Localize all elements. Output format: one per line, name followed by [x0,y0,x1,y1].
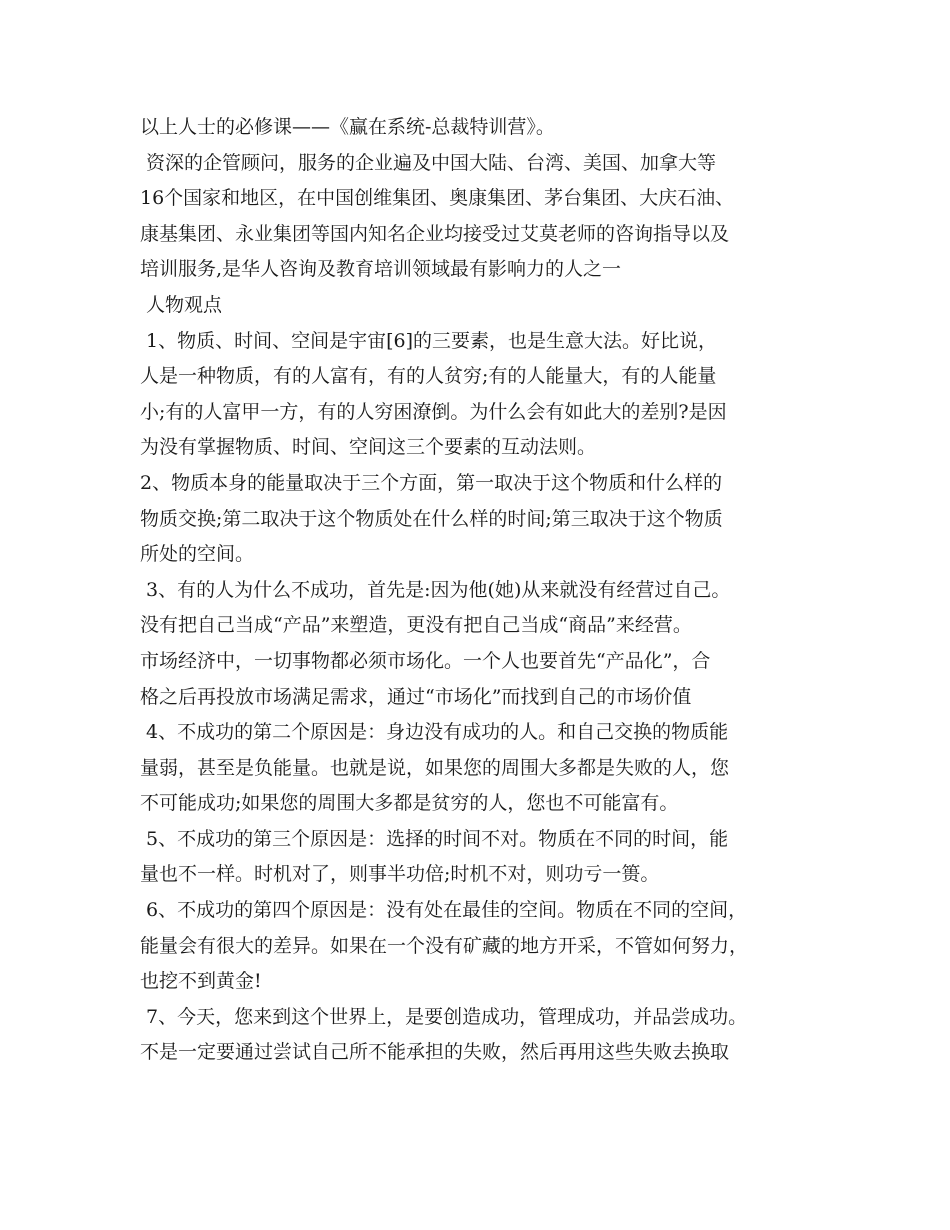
text-line: 不是一定要通过尝试自己所不能承担的失败，然后再用这些失败去换取 [140,1041,730,1064]
text-line: 量也不一样。时机对了，则事半功倍;时机不对，则功亏一篑。 [140,863,660,886]
text-line: 也挖不到黄金! [140,970,262,993]
text-line: 格之后再投放市场满足需求，通过“市场化”而找到自己的市场价值 [140,685,692,708]
text-line: 所处的空间。 [140,543,255,566]
text-line: 市场经济中，一切事物都必须市场化。一个人也要首先“产品化”，合 [140,649,711,672]
text-line: 6、不成功的第四个原因是：没有处在最佳的空间。物质在不同的空间， [140,899,748,922]
text-line: 康基集团、永业集团等国内知名企业均接受过艾莫老师的咨询指导以及 [140,222,730,245]
text-line: 16个国家和地区，在中国创维集团、奥康集团、茅台集团、大庆石油、 [140,187,735,210]
text-line: 能量会有很大的差异。如果在一个没有矿藏的地方开采，不管如何努力， [140,934,749,957]
text-line: 物质交换;第二取决于这个物质处在什么样的时间;第三取决于这个物质 [140,507,723,530]
text-line: 小;有的人富甲一方，有的人穷困潦倒。为什么会有如此大的差别?是因 [140,400,727,423]
section-heading: 人物观点 [140,293,223,316]
text-line: 4、不成功的第二个原因是：身边没有成功的人。和自己交换的物质能 [140,721,729,744]
text-line: 量弱，甚至是负能量。也就是说，如果您的周围大多都是失败的人，您 [140,756,730,779]
text-line: 1、物质、时间、空间是宇宙[6]的三要素，也是生意大法。好比说， [140,329,718,352]
text-line: 5、不成功的第三个原因是：选择的时间不对。物质在不同的时间，能 [140,827,729,850]
text-line: 不可能成功;如果您的周围大多都是贫穷的人，您也不可能富有。 [140,792,679,815]
text-line: 培训服务,是华人咨询及教育培训领域最有影响力的人之一 [140,258,622,281]
body-text [140,110,830,1071]
text-line: 为没有掌握物质、时间、空间这三个要素的互动法则。 [140,436,597,459]
text-line: 以上人士的必修课——《赢在系统-总裁特训营》。 [140,116,555,138]
text-line: 3、有的人为什么不成功，首先是:因为他(她)从来就没有经营过自己。 [140,578,731,601]
text-line: 没有把自己当成“产品”来塑造，更没有把自己当成“商品”来经营。 [140,614,692,637]
text-line: 7、今天，您来到这个世界上，是要创造成功，管理成功，并品尝成功。 [140,1005,748,1028]
text-line: 人是一种物质，有的人富有，有的人贫穷;有的人能量大，有的人能量 [140,365,717,388]
text-line: 2、物质本身的能量取决于三个方面，第一取决于这个物质和什么样的 [140,471,723,494]
text-line: 资深的企管顾问，服务的企业遍及中国大陆、台湾、美国、加拿大等 [140,151,717,174]
